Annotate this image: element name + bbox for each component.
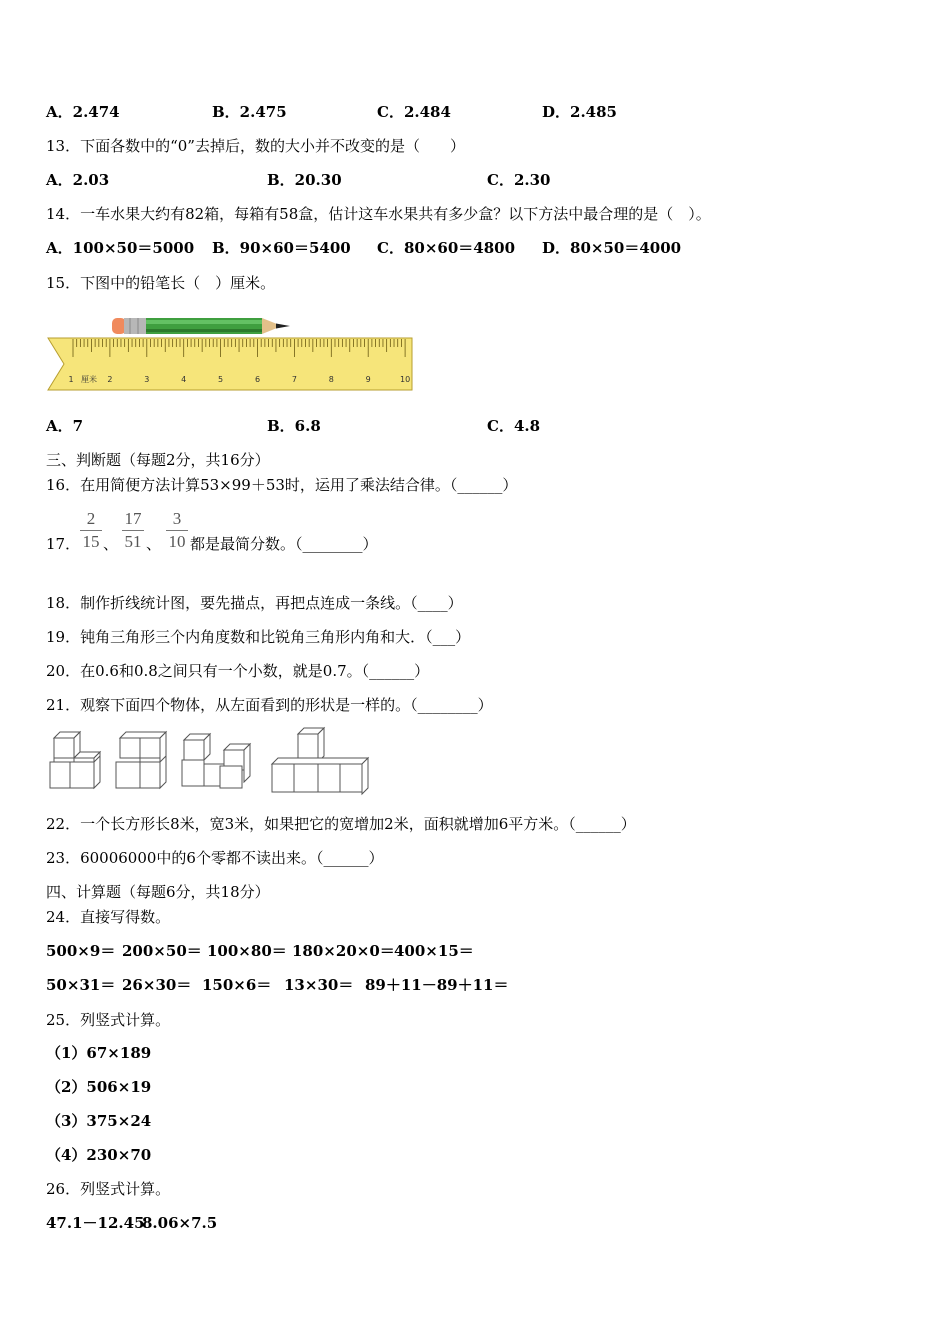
- fraction-denominator: 15: [82, 532, 100, 551]
- q25-text: 25．列竖式计算。: [46, 1011, 171, 1029]
- q24-item: 150×6＝: [202, 976, 272, 994]
- q12-option-c[interactable]: C．2.484: [377, 103, 451, 121]
- ruler-tick-label: 10: [400, 375, 411, 384]
- ruler-tick-label: 6: [254, 375, 261, 384]
- ruler-tick-label: 7: [291, 375, 297, 384]
- q13-option-c[interactable]: C．2.30: [487, 171, 551, 189]
- cube-object-1: [50, 732, 100, 788]
- q17-suffix: 都是最简分数。（________）: [190, 535, 378, 553]
- q17-fraction-1: [78, 508, 104, 553]
- q14-text: 14．一车水果大约有82箱，每箱有58盒，估计这车水果共有多少盒？以下方法中最合理的是（ ）。: [46, 205, 711, 223]
- q12-option-b[interactable]: B．2.475: [212, 103, 287, 121]
- q24-item: 50×31＝: [46, 976, 116, 994]
- q25-item: （3）375×24: [46, 1112, 152, 1130]
- q13-option-a[interactable]: A．2.03: [46, 171, 110, 189]
- q21-text: 21．观察下面四个物体，从左面看到的形状是一样的。（________）: [46, 696, 493, 714]
- q15-text: 15．下图中的铅笔长（ ）厘米。: [46, 274, 276, 292]
- q14-option-a[interactable]: A．100×50＝5000: [46, 239, 195, 257]
- q14-option-d[interactable]: D．80×50＝4000: [542, 239, 682, 257]
- fraction-denominator: 51: [124, 532, 142, 551]
- ruler-tick-label: 2: [107, 375, 113, 384]
- cube-object-3: [182, 734, 250, 788]
- q17-fraction-3: [164, 508, 190, 553]
- q24-item: 200×50＝: [122, 942, 202, 960]
- cube-object-4: [272, 728, 368, 794]
- q22-text: 22．一个长方形长8米，宽3米，如果把它的宽增加2米，面积就增加6平方米。（______）: [46, 815, 636, 833]
- q20-text: 20．在0.6和0.8之间只有一个小数，就是0.7。（______）: [46, 662, 430, 680]
- ruler-tick-label: 9: [365, 375, 371, 384]
- ruler-unit-label: 厘米: [81, 375, 97, 384]
- q24-text: 24．直接写得数。: [46, 908, 171, 926]
- fraction-denominator: 10: [168, 532, 186, 551]
- q26-item: 8.06×7.5: [142, 1214, 218, 1232]
- ruler-tick-label: 1: [68, 375, 74, 384]
- q16-text: 16．在用简便方法计算53×99＋53时，运用了乘法结合律。（______）: [46, 476, 518, 494]
- fraction-numerator: 2: [86, 509, 96, 528]
- q15-option-a[interactable]: A．7: [46, 417, 84, 435]
- q24-item: 26×30＝: [122, 976, 192, 994]
- q25-item: （1）67×189: [46, 1044, 152, 1062]
- q15-option-c[interactable]: C．4.8: [487, 417, 541, 435]
- q13-text: 13．下面各数中的“0”去掉后，数的大小并不改变的是（ ）: [46, 137, 465, 155]
- section3-title: 三、判断题（每题2分，共16分）: [46, 451, 270, 469]
- q24-item: 100×80＝: [207, 942, 287, 960]
- q26-text: 26．列竖式计算。: [46, 1180, 171, 1198]
- q26-item: 47.1－12.45: [46, 1214, 145, 1232]
- q24-item: 400×15＝: [394, 942, 474, 960]
- q17-sep-1: 、: [103, 535, 119, 553]
- fraction-numerator: 17: [124, 509, 142, 528]
- q12-option-d[interactable]: D．2.485: [542, 103, 617, 121]
- q25-item: （2）506×19: [46, 1078, 152, 1096]
- q14-option-b[interactable]: B．90×60＝5400: [212, 239, 351, 257]
- q13-option-b[interactable]: B．20.30: [267, 171, 342, 189]
- q17-prefix: 17．: [46, 535, 81, 553]
- ruler-tick-label: 5: [218, 375, 224, 384]
- q17-fraction-2: [120, 508, 146, 553]
- q12-option-a[interactable]: A．2.474: [46, 103, 120, 121]
- q14-option-c[interactable]: C．80×60＝4800: [377, 239, 516, 257]
- q24-item: 180×20×0＝: [292, 942, 395, 960]
- q23-text: 23．60006000中的6个零都不读出来。（______）: [46, 849, 384, 867]
- ruler-tick-label: 4: [181, 375, 187, 384]
- q24-item: 13×30＝: [284, 976, 354, 994]
- pencil-ruler-figure: [46, 312, 418, 392]
- section4-title: 四、计算题（每题6分，共18分）: [46, 883, 270, 901]
- fraction-numerator: 3: [172, 509, 182, 528]
- q19-text: 19．钝角三角形三个内角度数和比锐角三角形内角和大．（___）: [46, 628, 471, 646]
- cube-objects-figure: [44, 726, 374, 796]
- cube-object-2: [116, 732, 166, 788]
- q24-item: 89＋11－89＋11＝: [365, 976, 509, 994]
- q17-sep-2: 、: [146, 535, 162, 553]
- ruler: [48, 338, 412, 390]
- q25-item: （4）230×70: [46, 1146, 152, 1164]
- q24-item: 500×9＝: [46, 942, 116, 960]
- ruler-tick-label: 3: [144, 375, 150, 384]
- q18-text: 18．制作折线统计图，要先描点，再把点连成一条线。（____）: [46, 594, 463, 612]
- q15-option-b[interactable]: B．6.8: [267, 417, 321, 435]
- ruler-tick-label: 8: [328, 375, 334, 384]
- pencil-icon: [112, 318, 290, 334]
